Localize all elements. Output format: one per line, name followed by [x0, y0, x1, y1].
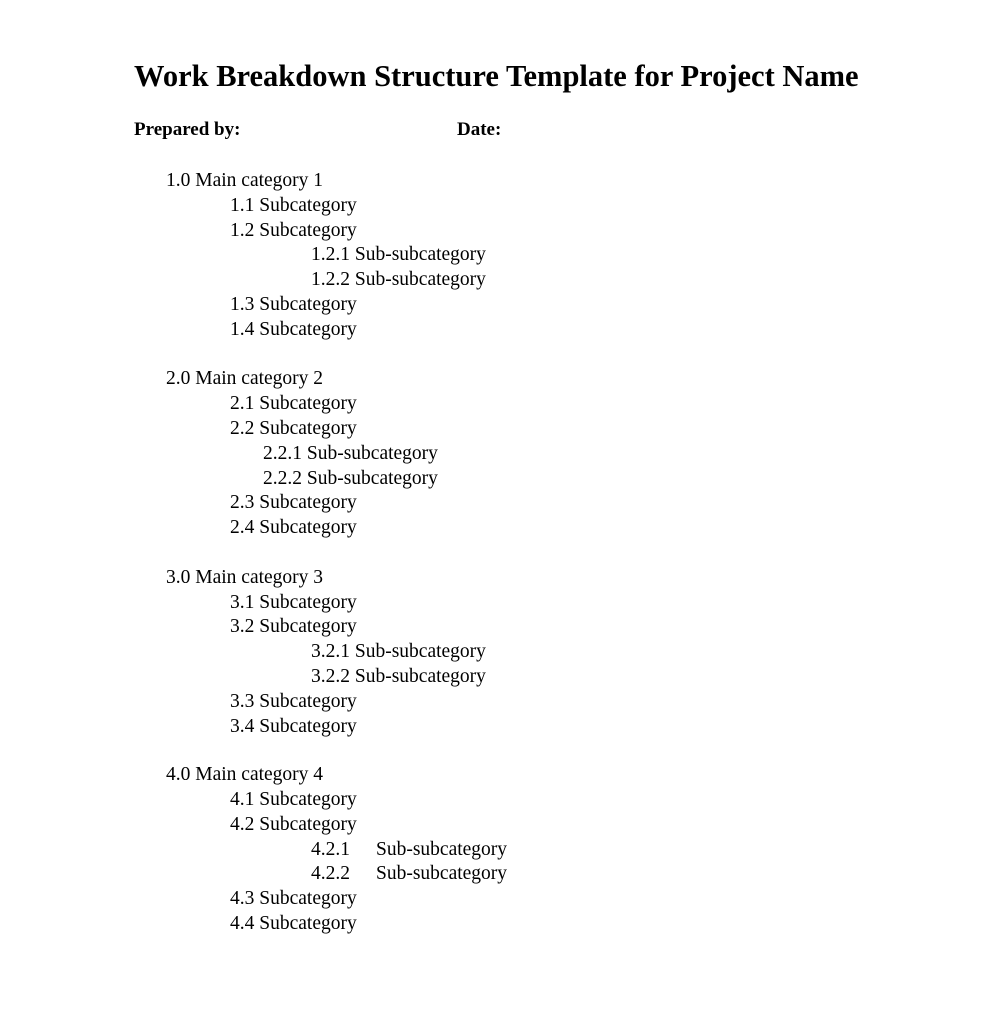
- sub-subcategory: [311, 862, 507, 886]
- main-category: 1.0 Main category 1: [166, 170, 324, 191]
- sub-subcategory: 3.2.2 Sub-subcategory: [311, 666, 486, 687]
- main-category: 3.0 Main category 3: [166, 567, 324, 588]
- subcategory: 3.4 Subcategory: [230, 716, 357, 737]
- subcategory: 1.1 Subcategory: [230, 195, 357, 216]
- subcategory: 2.4 Subcategory: [230, 517, 357, 538]
- main-category: 2.0 Main category 2: [166, 368, 324, 389]
- subcategory: 4.1 Subcategory: [230, 789, 357, 810]
- subcategory: 1.3 Subcategory: [230, 294, 357, 315]
- subcategory: 1.4 Subcategory: [230, 319, 357, 340]
- date-label: Date:: [457, 119, 502, 140]
- sub-subcategory: 1.2.1 Sub-subcategory: [311, 244, 486, 265]
- subcategory: 2.3 Subcategory: [230, 492, 357, 513]
- subcategory: 3.1 Subcategory: [230, 592, 357, 613]
- subcategory: 3.2 Subcategory: [230, 616, 357, 637]
- sub-subcategory: 1.2.2 Sub-subcategory: [311, 269, 486, 290]
- subcategory: 4.3 Subcategory: [230, 888, 357, 909]
- document-title: Work Breakdown Structure Template for Project Name: [134, 59, 859, 93]
- sub-subcategory: 2.2.2 Sub-subcategory: [263, 468, 438, 489]
- sub-subcategory-number: 4.2.2: [311, 863, 350, 884]
- main-category: 4.0 Main category 4: [166, 764, 324, 785]
- subcategory: 1.2 Subcategory: [230, 220, 357, 241]
- sub-subcategory: 3.2.1 Sub-subcategory: [311, 641, 486, 662]
- subcategory: 2.1 Subcategory: [230, 393, 357, 414]
- sub-subcategory-label: Sub-subcategory: [376, 863, 508, 884]
- subcategory: 4.4 Subcategory: [230, 913, 357, 934]
- prepared-by-label: Prepared by:: [134, 119, 241, 140]
- subcategory: 4.2 Subcategory: [230, 814, 357, 835]
- sub-subcategory: 2.2.1 Sub-subcategory: [263, 443, 438, 464]
- sub-subcategory-label: Sub-subcategory: [376, 839, 508, 860]
- sub-subcategory: [311, 838, 507, 862]
- subcategory: 2.2 Subcategory: [230, 418, 357, 439]
- sub-subcategory-number: 4.2.1: [311, 839, 350, 860]
- subcategory: 3.3 Subcategory: [230, 691, 357, 712]
